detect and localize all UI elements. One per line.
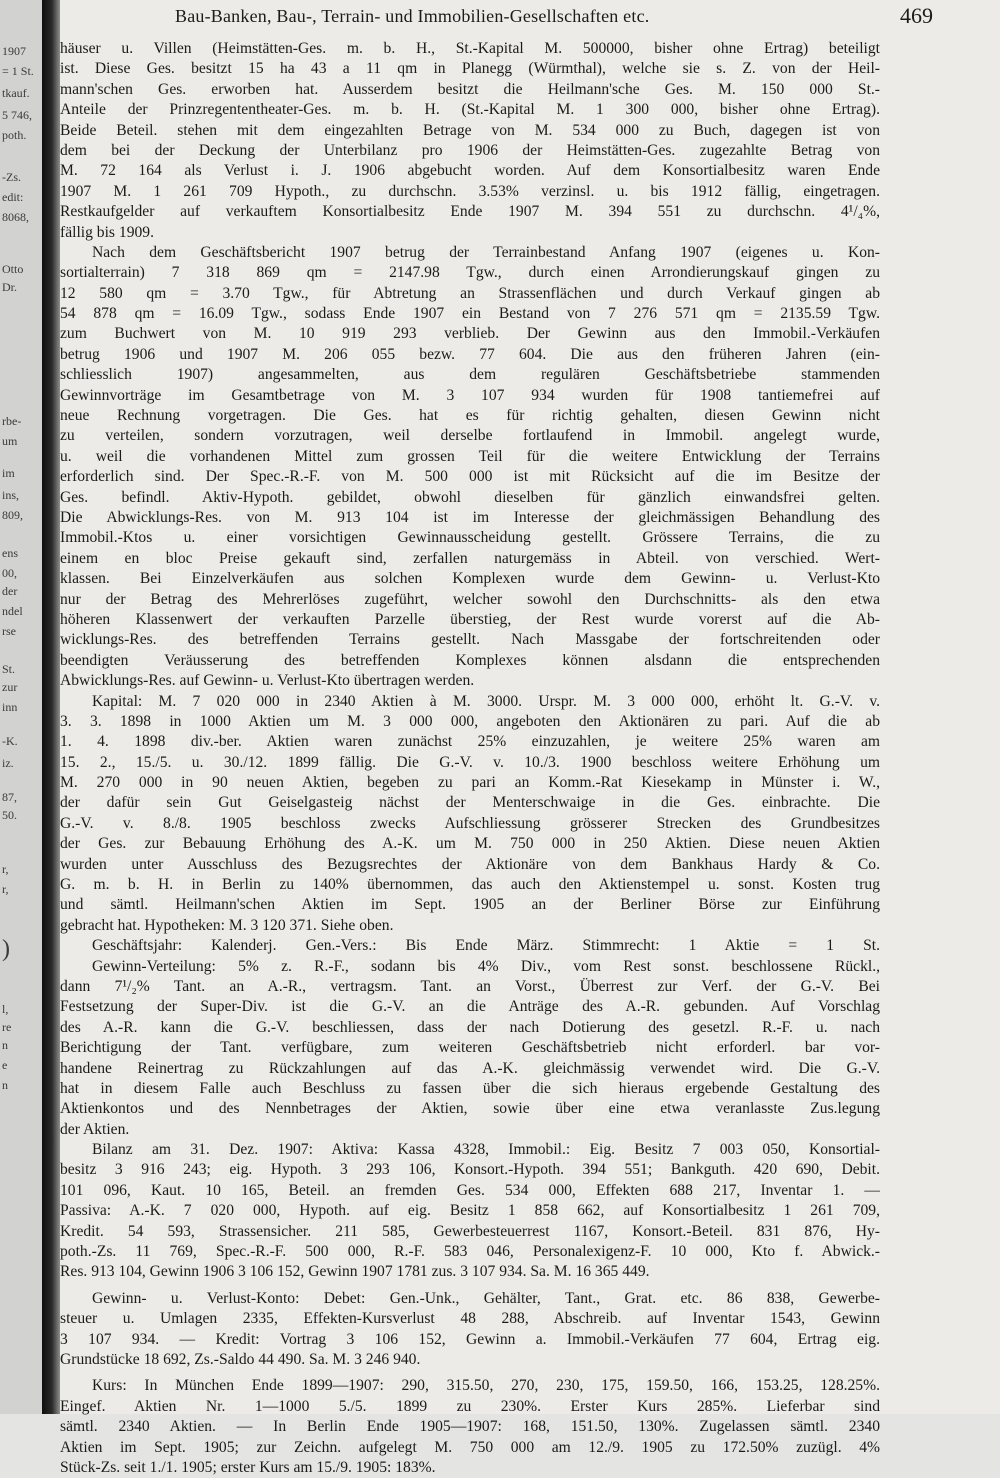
text-line: Aktien im Sept. 1905; zur Zeichn. aufgelegt M. 750 000 am 12./9. 1905 zu 172.50% zuzügl. 4% bbox=[60, 1438, 880, 1456]
text-line: 15. 2., 15./5. u. 30./12. 1899 fällig. Die G.-V. v. 10./3. 1900 beschloss weitere Erhöhung um bbox=[60, 753, 880, 771]
margin-fragment: 5 746, bbox=[2, 108, 32, 122]
margin-fragment: -K. bbox=[2, 734, 18, 748]
text-line: Kurs: In München Ende 1899—1907: 290, 315.50, 270, 230, 175, 159.50, 166, 153.25, 128.25%. bbox=[92, 1377, 880, 1395]
text-line: klassen. Bei Einzelverkäufen aus solchen Komplexen wurde dem Gewinn- u. Verlust-Kto bbox=[60, 570, 880, 588]
margin-fragment: 8068, bbox=[2, 210, 29, 224]
text-line: Die Abwicklungs-Res. von M. 913 104 ist im Interesse der gleichmässigen Behandlung des bbox=[60, 508, 880, 526]
text-line: poth.-Zs. 11 769, Spec.-R.-F. 500 000, R.-F. 583 046, Personalexigenz-F. 10 000, Kto f. Abwick.- bbox=[60, 1243, 880, 1261]
text-line: Berichtigung der Tant. verfügbare, zum weiteren Geschäftsbetrieb nicht erforderl. bar vor- bbox=[60, 1039, 880, 1057]
text-line: Festsetzung der Super-Div. ist die G.-V. an die Anträge des A.-R. gebunden. Auf Vorschlag bbox=[60, 998, 880, 1016]
margin-fragment: -Zs. bbox=[2, 170, 21, 184]
text-line: Gewinnvorträge im Gesamtbetrage von M. 3 107 934 wurden für 1908 tantiemefrei auf bbox=[60, 386, 880, 404]
margin-fragment: 809, bbox=[2, 508, 23, 522]
text-line: besitz 3 916 243; eig. Hypoth. 3 293 106, Konsort.-Hypoth. 394 551; Bankguth. 420 690, Debit. bbox=[60, 1161, 880, 1179]
margin-fragment: re bbox=[2, 1020, 12, 1034]
text-line: betrug 1906 und 1907 M. 206 055 bezw. 77 604. Die aus den früheren Jahren (ein- bbox=[60, 345, 880, 363]
text-line: Grundstücke 18 692, Zs.-Saldo 44 490. Sa. M. 3 246 940. bbox=[60, 1351, 421, 1368]
text-line: Beide Beteil. stehen mit dem eingezahlten Betrage von M. 534 000 zu Buch, dagegen ist von bbox=[60, 121, 880, 139]
text-line: steuer u. Umlagen 2335, Effekten-Kursverlust 48 288, Abschreib. auf Inventar 1543, Gewinn bbox=[60, 1310, 880, 1328]
text-line: neue Rechnung vorgetragen. Die Ges. hat es für richtig gehalten, diesen Gewinn nicht bbox=[60, 407, 880, 425]
text-line: Res. 913 104, Gewinn 1906 3 106 152, Gewinn 1907 1781 zus. 3 107 934. Sa. M. 16 365 449. bbox=[60, 1263, 650, 1281]
text-line: Gewinn- u. Verlust-Konto: Debet: Gen.-Unk., Gehälter, Tant., Grat. etc. 86 838, Gewerbe- bbox=[92, 1289, 880, 1307]
margin-fragment: ) bbox=[2, 936, 10, 962]
text-line: Geschäftsjahr: Kalenderj. Gen.-Vers.: Bis Ende März. Stimmrecht: 1 Aktie = 1 St. bbox=[92, 937, 880, 955]
text-line: zu verteilen, sondern vorzutragen, weil derselbe fortlaufend in Immobil. angelegt wurde, bbox=[60, 427, 880, 445]
text-line: gebracht hat. Hypotheken: M. 3 120 371. Siehe oben. bbox=[60, 916, 394, 934]
text-line: Nach dem Geschäftsbericht 1907 betrug der Terrainbestand Anfang 1907 (eigenes u. Kon- bbox=[92, 243, 880, 261]
text-line: Passiva: A.-K. 7 020 000, Hypoth. auf eig. Besitz 1 858 662, auf Konsortialbesitz 1 261 709, bbox=[60, 1202, 880, 1220]
margin-fragment: 87, bbox=[2, 790, 17, 804]
margin-fragment: n bbox=[2, 1038, 8, 1052]
text-line: Immobil.-Ktos u. einer vorsichtigen Gewinnausscheidung gestellt. Grössere Terrains, die zu bbox=[60, 529, 880, 547]
text-line: 1907 M. 1 261 709 Hypoth., zu durchschn. 3.53% verzinsl. u. bis 1912 fällig, eingetragen. bbox=[60, 182, 880, 200]
text-line: u. weil die vorhandenen Mittel zum grossen Teil für die weitere Entwicklung der Terrains bbox=[60, 447, 880, 465]
text-line: häuser u. Villen (Heimstätten-Ges. m. b. H., St.-Kapital M. 500000, bisher ohne Ertrag) beteiligt bbox=[60, 40, 880, 57]
document-page bbox=[60, 0, 1000, 1476]
margin-fragment: n bbox=[2, 1078, 8, 1092]
margin-fragment: 50. bbox=[2, 808, 17, 822]
text-line: nur der Betrag des Mehrerlöses zugeführt, welcher sowohl den Durchschnitts- als den etwa bbox=[60, 590, 880, 608]
margin-fragment: ens bbox=[2, 546, 18, 560]
text-line: Anteile der Prinzregententheater-Ges. m. b. H. (St.-Kapital M. 1 300 000, bisher ohne Ertrag). bbox=[60, 101, 880, 119]
text-line: Gewinn-Verteilung: 5% z. R.-F., sodann bis 4% Div., vom Rest sonst. beschlossene Rückl., bbox=[92, 957, 880, 975]
text-line: mann'schen Ges. erworben hat. Ausserdem besitzt die Heilmann'sche Ges. M. 150 000 St.- bbox=[60, 80, 880, 98]
text-line: sämtl. 2340 Aktien. — In Berlin Ende 1905—1907: 168, 151.50, 130%. Zugelassen sämtl. 2340 bbox=[60, 1418, 880, 1436]
text-line: und sämtl. Heilmann'schen Aktien im Sept. 1905 an der Berliner Börse zur Einführung bbox=[60, 896, 880, 914]
adjacent-page-margin bbox=[0, 0, 42, 1414]
margin-fragment: poth. bbox=[2, 128, 27, 142]
text-line: der dafür sein Gut Geiselgasteig nächst der Menterschwaige in die Ges. einbrachte. Die bbox=[60, 794, 880, 812]
text-line: dann 7¹/₂% Tant. an A.-R., vertragsm. Tant. an Vorst., Überrest zur Verf. der G.-V. Bei bbox=[60, 977, 880, 995]
text-line: einem en bloc Preise gekauft sind, zerfallen naturgemäss in Abteil. von verschied. Wert- bbox=[60, 549, 880, 567]
text-line: sortialterrain) 7 318 869 qm = 2147.98 Tgw., durch einen Arrondierungskauf gingen zu bbox=[60, 264, 880, 282]
margin-fragment: inn bbox=[2, 700, 18, 714]
text-line: Aktienkontos und des Nennbetrages der Aktien, sowie über eine etwa veranlasste Zus.legung bbox=[60, 1100, 880, 1118]
margin-fragment: l, bbox=[2, 1002, 9, 1016]
text-line: Kredit. 54 593, Strassensicher. 211 585, Gewerbesteuerrest 1167, Konsort.-Beteil. 831 876, Hy- bbox=[60, 1222, 880, 1240]
text-line: der Aktien. bbox=[60, 1120, 130, 1138]
text-line: 3 107 934. — Kredit: Vortrag 3 106 152, Gewinn a. Immobil.-Verkäufen 77 604, Ertrag eig. bbox=[60, 1330, 880, 1348]
margin-fragment: edit: bbox=[2, 190, 24, 204]
margin-fragment: Otto bbox=[2, 262, 24, 276]
margin-fragment: St. bbox=[2, 662, 16, 676]
margin-fragment: e bbox=[2, 1058, 8, 1072]
text-line: 54 878 qm = 16.09 Tgw., sodass Ende 1907 ein Bestand von 7 276 571 qm = 2135.59 Tgw. bbox=[60, 305, 880, 323]
margin-fragment: = 1 St. bbox=[2, 64, 34, 78]
margin-fragment: um bbox=[2, 434, 18, 448]
text-line: zum Buchwert von M. 10 919 293 verblieb. Der Gewinn aus den Immobil.-Verkäufen bbox=[60, 325, 880, 343]
text-line: erforderlich sind. Der Spec.-R.-F. von M. 500 000 ist mit Rücksicht auf die im Besitze der bbox=[60, 468, 880, 486]
text-line: 101 096, Kaut. 10 165, Beteil. an fremden Ges. 534 000, Effekten 688 217, Inventar 1. — bbox=[60, 1181, 880, 1199]
text-line: der Ges. zur Bebauung Erhöhung des A.-K. um M. 750 000 in 250 Aktien. Diese neuen Aktien bbox=[60, 835, 880, 853]
text-line: handene Reinertrag zu Rückzahlungen auf das A.-K. gleichmässig verwendet wird. Die G.-V. bbox=[60, 1059, 880, 1077]
text-line: des A.-R. kann die G.-V. beschliessen, dass der nach Dotierung des gesetzl. R.-F. u. nach bbox=[60, 1018, 880, 1036]
text-line: dem bei der Deckung der Unterbilanz pro 1906 der Heimstätten-Ges. zugezahlte Betrag von bbox=[60, 141, 880, 159]
margin-fragment: 1907 bbox=[2, 44, 26, 58]
margin-fragment: rbe- bbox=[2, 414, 22, 428]
margin-fragment: 00, bbox=[2, 566, 17, 580]
text-line: Kapital: M. 7 020 000 in 2340 Aktien à M. 3000. Urspr. M. 3 000 000, erhöht lt. G.-V. v. bbox=[92, 692, 880, 710]
margin-fragment: ndel bbox=[2, 604, 23, 618]
book-gutter-shadow bbox=[42, 0, 60, 1414]
margin-fragment: der bbox=[2, 584, 18, 598]
text-line: G. m. b. H. in Berlin zu 140% übernommen, das auch den Aktienstempel u. sonst. Kosten trug bbox=[60, 876, 880, 894]
text-line: 3. 3. 1898 in 1000 Aktien um M. 3 000 000, angeboten den Aktionären zu pari. Auf die ab bbox=[60, 712, 880, 730]
margin-fragment: tkauf. bbox=[2, 86, 30, 100]
margin-fragment: im bbox=[2, 466, 15, 480]
text-line: wurden unter Ausschluss des Bezugsrechtes der Aktionäre von dem Bankhaus Hardy & Co. bbox=[60, 855, 880, 873]
text-line: höheren Klassenwert der verkauften Parzelle überstieg, der Rest wurde vorerst auf die Ab- bbox=[60, 610, 880, 628]
text-line: M. 270 000 in 90 neuen Aktien, begeben zu pari an Komm.-Rat Kiesekamp in Münster i. W., bbox=[60, 774, 880, 792]
text-line: M. 72 164 als Verlust i. J. 1906 abgebucht worden. Auf dem Konsortialbesitz waren Ende bbox=[60, 162, 880, 180]
text-line: Ges. befindl. Aktiv-Hypoth. gebildet, obwohl dieselben für gänzlich einwandsfrei gelten. bbox=[60, 488, 880, 506]
page-number: 469 bbox=[900, 3, 933, 28]
margin-fragment: rse bbox=[2, 624, 16, 638]
margin-fragment: r, bbox=[2, 862, 9, 876]
text-line: Stück-Zs. seit 1./1. 1905; erster Kurs am 15./9. 1905: 183%. bbox=[60, 1458, 436, 1476]
text-line: hat in diesem Falle auch Beschluss zu fassen über die sich hieraus ergebende Gestaltung des bbox=[60, 1079, 880, 1097]
text-line: Abwicklungs-Res. auf Gewinn- u. Verlust-Kto übertragen werden. bbox=[60, 672, 475, 690]
text-line: 1. 4. 1898 div.-ber. Aktien waren zunächst 25% einzuzahlen, je weitere 25% waren am bbox=[60, 733, 880, 751]
text-line: Eingef. Aktien Nr. 1—1000 5./5. 1899 zu 230%. Erster Kurs 285%. Lieferbar sind bbox=[60, 1397, 880, 1415]
text-line: fällig bis 1909. bbox=[60, 223, 154, 241]
text-line: Restkaufgelder auf verkauftem Konsortialbesitz Ende 1907 M. 394 551 zu durchschn. 4¹/₄%, bbox=[60, 203, 880, 221]
margin-fragment: r, bbox=[2, 882, 9, 896]
margin-fragment: ins, bbox=[2, 488, 20, 502]
text-line: wicklungs-Res. des betreffenden Terrains gestellt. Nach Massgabe der fortschreitenden oder bbox=[60, 631, 880, 649]
running-title: Bau-Banken, Bau-, Terrain- und Immobilien-Gesellschaften etc. bbox=[175, 6, 650, 26]
body-text bbox=[60, 39, 880, 1478]
margin-fragment: iz. bbox=[2, 756, 14, 770]
text-line: beendigten Veräusserung des betreffenden Komplexes können alsdann die entsprechenden bbox=[60, 651, 880, 669]
text-line: 12 580 qm = 3.70 Tgw., für Abtretung an Strassenflächen und durch Verkauf gingen ab bbox=[60, 284, 880, 302]
margin-fragment: Dr. bbox=[2, 280, 17, 294]
text-line: Bilanz am 31. Dez. 1907: Aktiva: Kassa 4328, Immobil.: Eig. Besitz 7 003 050, Konsortial- bbox=[92, 1141, 880, 1159]
text-line: schliesslich 1907) angesammelten, aus dem regulären Geschäftsbetriebe stammenden bbox=[60, 366, 880, 384]
text-line: ist. Diese Ges. besitzt 15 ha 43 a 11 qm in Planegg (Würmthal), welche sie s. Z. von der Heil- bbox=[60, 60, 880, 78]
margin-fragment: zur bbox=[2, 680, 18, 694]
text-line: G.-V. v. 8./8. 1905 beschloss zwecks Aufschliessung grösserer Strecken des Grundbesitzes bbox=[60, 814, 880, 832]
